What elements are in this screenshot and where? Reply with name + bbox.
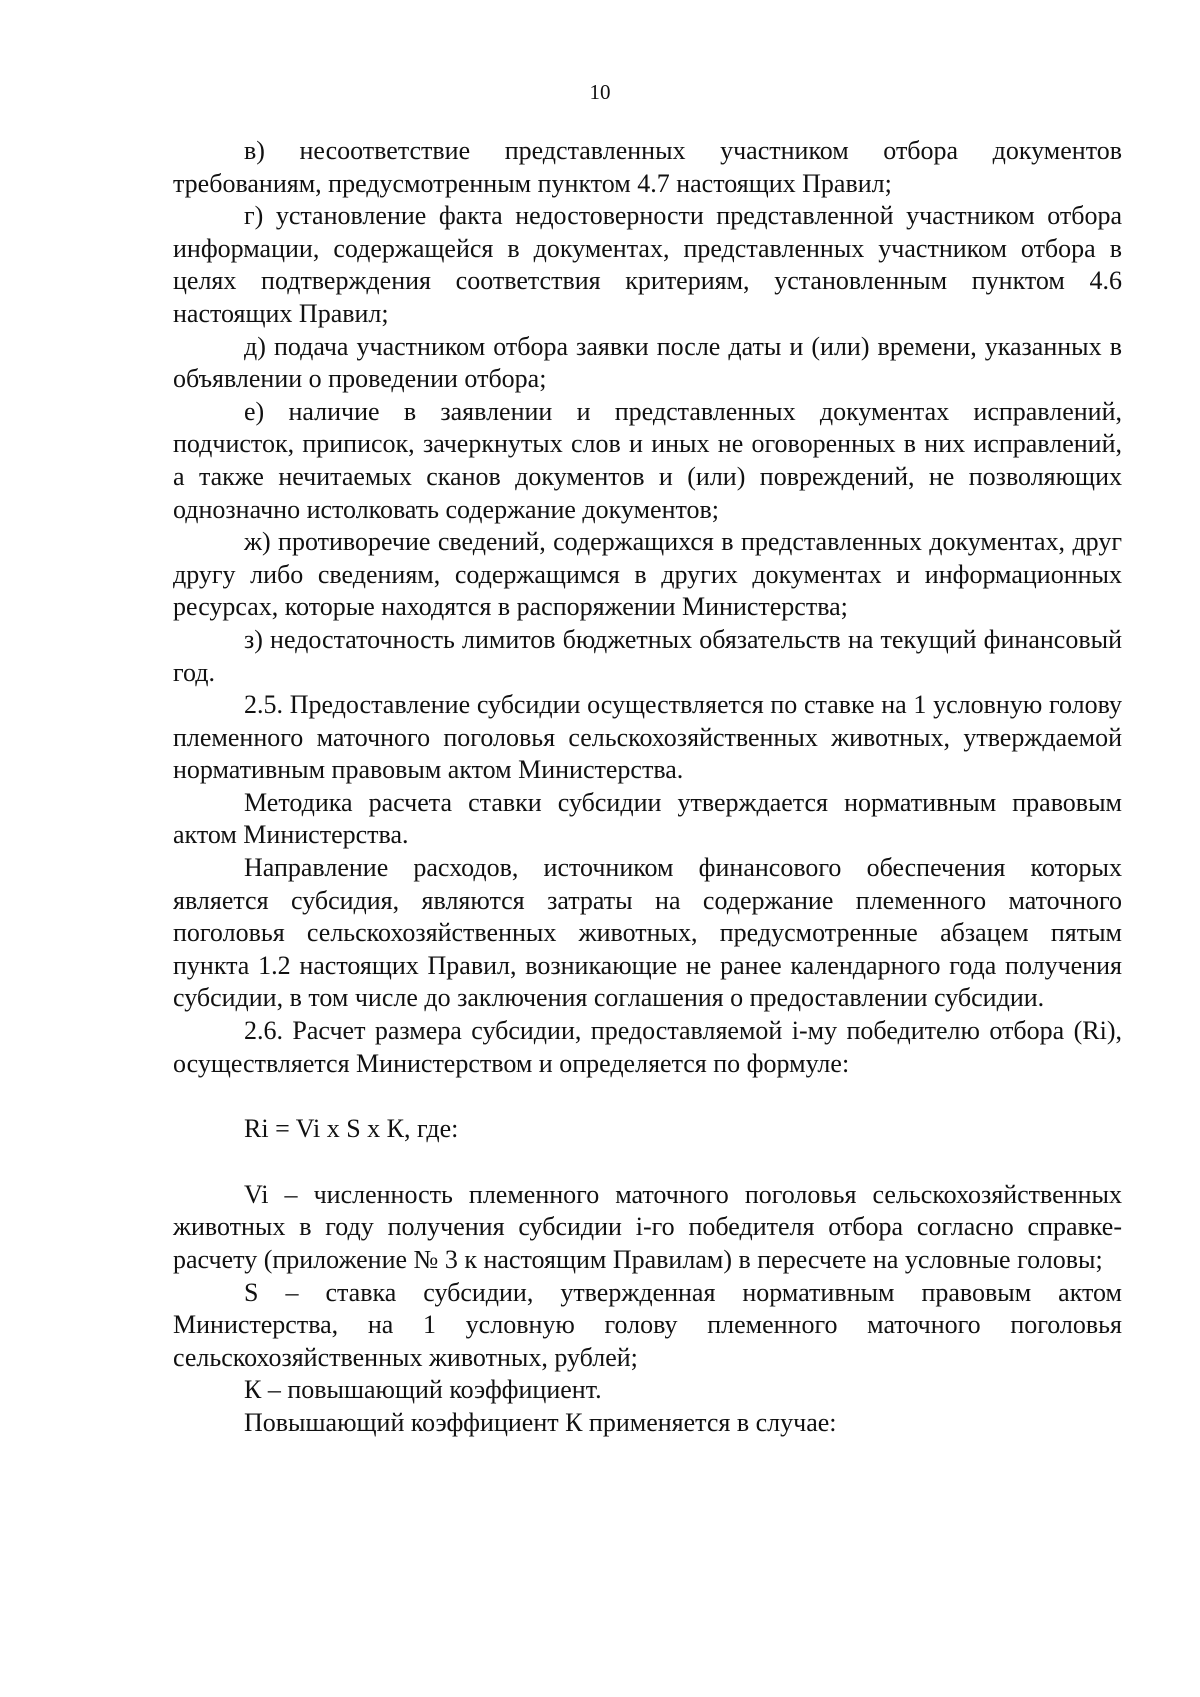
definition-k: К – повышающий коэффициент. bbox=[244, 1375, 602, 1405]
page-number: 10 bbox=[589, 80, 611, 104]
paragraph-g: г) установление факта недостоверности представленной участником отбора информации, содержащейся в документах, представленных участником отбора в целях подтверждения соответствия критериям, установленным пунктом 4.6 настоящих Правил; bbox=[173, 201, 1122, 328]
paragraph-coefficient: Повышающий коэффициент К применяется в случае: bbox=[244, 1407, 837, 1437]
paragraph-v: в) несоответствие представленных участником отбора документов требованиям, предусмотренным пунктом 4.7 настоящих Правил; bbox=[173, 136, 1122, 198]
paragraph-zh: ж) противоречие сведений, содержащихся в представленных документах, друг другу либо сведениям, содержащимся в других документах и информационных ресурсах, которые находятся в распоряжении Министерства; bbox=[173, 527, 1122, 622]
paragraph-methodology: Методика расчета ставки субсидии утверждается нормативным правовым актом Министерства. bbox=[173, 787, 1122, 850]
definition-s: S – ставка субсидии, утвержденная нормативным правовым актом Министерства, на 1 условную голову племенного маточного поголовья сельскохозяйственных животных, рублей; bbox=[173, 1277, 1122, 1372]
paragraph-d: д) подача участником отбора заявки после даты и (или) времени, указанных в объявлении о проведении отбора; bbox=[173, 331, 1122, 394]
paragraph-z: з) недостаточность лимитов бюджетных обязательств на текущий финансовый год. bbox=[173, 624, 1122, 687]
definition-vi: Vi – численность племенного маточного поголовья сельскохозяйственных животных в году получения субсидии i-го победителя отбора согласно справке-расчету (приложение № 3 к настоящим Правилам) в пересчете на условные головы; bbox=[173, 1179, 1122, 1274]
document-body bbox=[173, 135, 1122, 1440]
formula: Ri = Vi x S x К, где: bbox=[244, 1114, 459, 1144]
paragraph-expenses: Направление расходов, источником финансового обеспечения которых является субсидия, являются затраты на содержание племенного маточного поголовья сельскохозяйственных животных, предусмотренные абзацем пятым пункта 1.2 настоящих Правил, возникающие не ранее календарного года получения субсидии, в том числе до заключения соглашения о предоставлении субсидии. bbox=[173, 853, 1122, 1013]
paragraph-2-5: 2.5. Предоставление субсидии осуществляется по ставке на 1 условную голову племенного маточного поголовья сельскохозяйственных животных, утверждаемой нормативным правовым актом Министерства. bbox=[173, 690, 1122, 785]
paragraph-2-6: 2.6. Расчет размера субсидии, предоставляемой i-му победителю отбора (Ri), осуществляется Министерством и определяется по формуле: bbox=[173, 1016, 1122, 1078]
paragraph-e: е) наличие в заявлении и представленных документах исправлений, подчисток, приписок, зачеркнутых слов и иных не оговоренных в них исправлений, а также нечитаемых сканов документов и (или) повреждений, не позволяющих однозначно истолковать содержание документов; bbox=[173, 396, 1122, 524]
